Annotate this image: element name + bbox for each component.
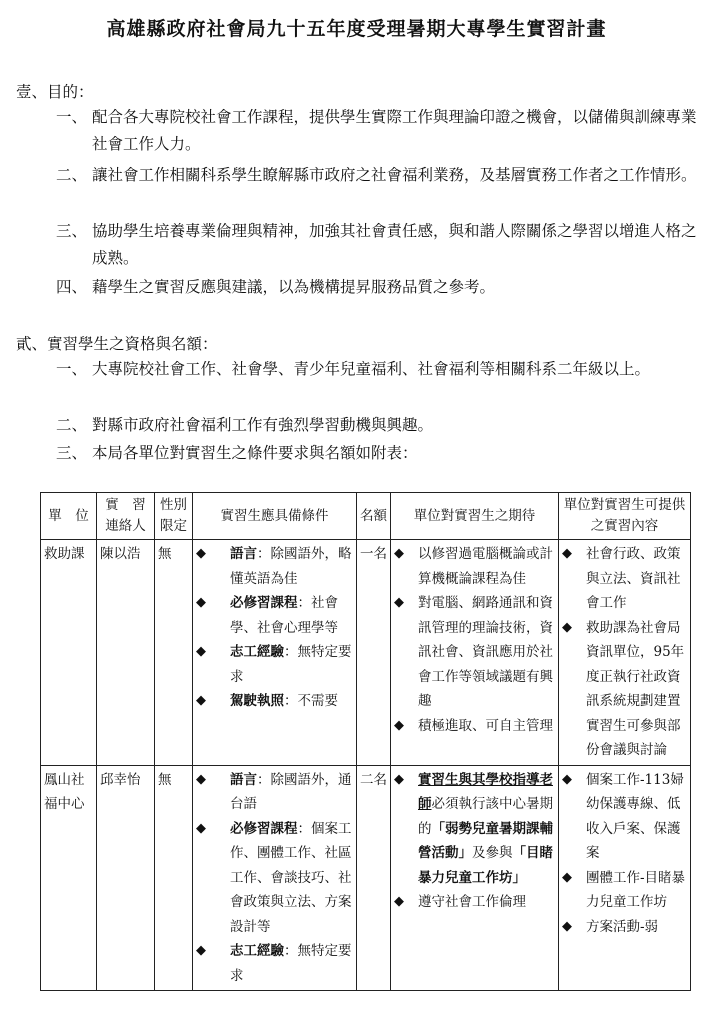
condition-item <box>196 768 353 817</box>
document-title: 高雄縣政府社會局九十五年度受理暑期大專學生實習計畫 <box>106 18 607 40</box>
condition-item <box>196 689 353 714</box>
item-number: 二、 <box>56 416 88 434</box>
expectation-item: ◆ 以修習過電腦概論或計算機概論課程為佳 <box>394 542 555 591</box>
cell-conditions <box>193 765 357 991</box>
item-number: 三、 <box>56 222 88 240</box>
item-number: 一、 <box>56 108 88 126</box>
content-item: ◆ 社會行政、政策與立法、資訊社會工作 <box>562 542 687 616</box>
condition-item <box>196 640 353 689</box>
table-header-row <box>41 493 691 540</box>
item-number: 一、 <box>56 360 88 378</box>
expectation-camp: 「弱勢兒童暑期課輔營活動」 <box>418 820 553 861</box>
item-text: 對縣市政府社會福利工作有強烈學習動機與興趣。 <box>92 416 434 434</box>
expectation-item: ◆ 對電腦、網路通訊和資訊管理的理論技術，資訊社會、資訊應用於社會工作等領域議題有興趣 <box>394 591 555 714</box>
expectation-workshop: 「目睹暴力兒童工作坊」 <box>418 845 553 886</box>
header-gender: 性別限定 <box>155 493 193 540</box>
cell-conditions <box>193 540 357 766</box>
condition-item <box>196 542 353 591</box>
content-item: ◆ 團體工作-目睹暴力兒童工作坊 <box>562 866 687 915</box>
condition-key: 駕駛執照 <box>230 693 284 709</box>
table-row <box>41 765 691 991</box>
condition-key: 志工經驗 <box>230 943 284 959</box>
cell-expectation <box>391 765 559 991</box>
cell-gender: 無 <box>155 765 193 991</box>
expectation-text: 必須執行該中心暑期的 <box>418 796 553 837</box>
expectation-item: ◆ 遵守社會工作倫理 <box>394 890 555 915</box>
header-quota: 名額 <box>357 493 391 540</box>
expectation-item <box>394 768 555 891</box>
condition-text: ：除國語外，通台語 <box>230 771 352 812</box>
qualification-item-1 <box>56 356 701 383</box>
condition-key: 志工經驗 <box>230 644 284 660</box>
cell-content <box>559 540 691 766</box>
condition-key: 語言 <box>230 771 257 788</box>
header-conditions: 實習生應具備條件 <box>193 493 357 540</box>
item-number: 二、 <box>56 166 88 184</box>
expectation-text: 及參與 <box>472 845 513 861</box>
section-heading-qualification: 貳、實習學生之資格與名額： <box>16 335 218 353</box>
content-item: ◆ 救助課為社會局資訊單位，95年度正執行社政資訊系統規劃建置實習生可參與部份會議與討論 <box>562 616 687 763</box>
condition-item <box>196 591 353 640</box>
item-number: 三、 <box>56 444 88 462</box>
qualification-item-3 <box>56 440 701 467</box>
condition-text: ：無特定要求 <box>230 943 352 984</box>
condition-key: 必修習課程 <box>230 820 298 837</box>
cell-contact: 陳以浩 <box>97 540 155 766</box>
content-item: ◆ 個案工作-113婦幼保護專線、低收入戶案、保護案 <box>562 768 687 866</box>
item-text: 配合各大專院校社會工作課程，提供學生實際工作與理論印證之機會，以儲備與訓練專業社會工作人力。 <box>92 108 697 153</box>
purpose-item-3 <box>56 218 701 272</box>
condition-key: 必修習課程 <box>230 595 298 611</box>
condition-item <box>196 939 353 988</box>
purpose-item-2 <box>56 162 701 189</box>
condition-text: ：除國語外，略懂英語為佳 <box>230 546 352 587</box>
expectation-item: ◆ 積極進取、可自主管理 <box>394 714 555 739</box>
header-expectation: 單位對實習生之期待 <box>391 493 559 540</box>
header-content: 單位對實習生可提供之實習內容 <box>559 493 691 540</box>
item-number: 四、 <box>56 278 88 296</box>
qualification-item-2 <box>56 412 701 439</box>
cell-quota: 一名 <box>357 540 391 766</box>
condition-text: ：無特定要求 <box>230 644 352 685</box>
condition-text: ：個案工作、團體工作、社區工作、會談技巧、社會政策與立法、方案設計等 <box>230 820 352 935</box>
condition-text: ：社會學、社會心理學等 <box>230 595 338 636</box>
header-contact: 實 習連絡人 <box>97 493 155 540</box>
item-text: 讓社會工作相關科系學生瞭解縣市政府之社會福利業務，及基層實務工作者之工作情形。 <box>92 166 697 184</box>
item-text: 藉學生之實習反應與建議，以為機構提昇服務品質之參考。 <box>92 278 496 296</box>
condition-text: ：不需要 <box>284 693 338 709</box>
item-text: 大專院校社會工作、社會學、青少年兒童福利、社會福利等相關科系二年級以上。 <box>92 360 651 378</box>
cell-expectation <box>391 540 559 766</box>
cell-unit: 鳳山社福中心 <box>41 765 97 991</box>
section-heading-purpose: 壹、目的： <box>16 83 94 101</box>
purpose-item-4 <box>56 274 701 301</box>
table-row <box>41 540 691 766</box>
content-item: ◆ 方案活動-弱 <box>562 915 687 940</box>
internship-table <box>40 492 691 991</box>
cell-quota: 二名 <box>357 765 391 991</box>
cell-contact: 邱幸怡 <box>97 765 155 991</box>
condition-key: 語言 <box>230 546 257 562</box>
cell-gender: 無 <box>155 540 193 766</box>
header-unit: 單 位 <box>41 493 97 540</box>
item-text: 協助學生培養專業倫理與精神，加強其社會責任感，與和諧人際關係之學習以增進人格之成熟。 <box>92 222 697 267</box>
item-text: 本局各單位對實習生之條件要求與名額如附表： <box>92 444 418 462</box>
cell-content <box>559 765 691 991</box>
expectation-emphasis: 實習生與其學校指導老師 <box>418 771 553 812</box>
purpose-item-1 <box>56 104 701 158</box>
cell-unit: 救助課 <box>41 540 97 766</box>
condition-item <box>196 817 353 940</box>
